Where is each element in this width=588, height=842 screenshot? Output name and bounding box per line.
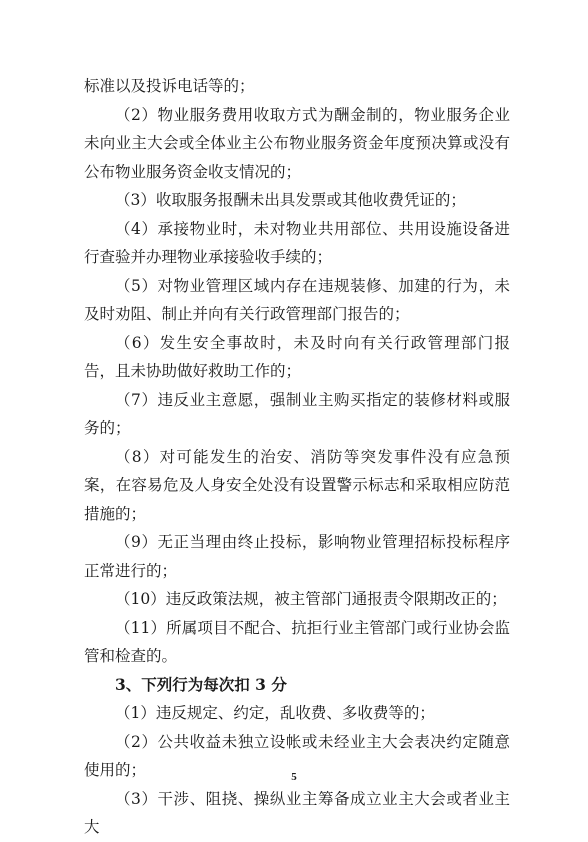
section-clause-1: （1）违反规定、约定，乱收费、多收费等的； — [115, 704, 435, 722]
clause-9: （9）无正当理由终止投标，影响物业管理招标投标程序正常进行的； — [84, 533, 510, 580]
page-number: 5 — [291, 771, 297, 783]
clause-4: （4）承接物业时，未对物业共用部位、共用设施设备进行查验并办理物业承接验收手续的； — [84, 219, 510, 266]
clause-5: （5）对物业管理区域内存在违规装修、加建的行为，未及时劝阻、制止并向有关行政管理部门报告的； — [84, 276, 510, 323]
section-clause-3: （3）干涉、阻挠、操纵业主筹备成立业主大会或者业主大 — [84, 789, 510, 836]
clause-10: （10）违反政策法规，被主管部门通报责令限期改正的； — [115, 590, 507, 608]
clause-6: （6）发生安全事故时，未及时向有关行政管理部门报告，且未协助做好救助工作的； — [84, 333, 510, 380]
clause-7: （7）违反业主意愿，强制业主购买指定的装修材料或服务的； — [84, 390, 510, 437]
clause-11: （11）所属项目不配合、抗拒行业主管部门或行业协会监管和检查的。 — [84, 618, 510, 665]
clause-2: （2）物业服务费用收取方式为酬金制的，物业服务企业未向业主大会或全体业主公布物业服务资金年度预决算或没有公布物业服务资金收支情况的； — [84, 105, 510, 181]
paragraph-continuation: 标准以及投诉电话等的； — [84, 77, 255, 95]
document-body — [84, 72, 510, 842]
section-clause-2: （2）公共收益未独立设帐或未经业主大会表决约定随意使用的； — [84, 732, 510, 779]
clause-8: （8）对可能发生的治安、消防等突发事件没有应急预案，在容易危及人身安全处没有设置警示标志和采取相应防范措施的； — [84, 447, 510, 523]
clause-3: （3）收取服务报酬未出具发票或其他收费凭证的； — [115, 191, 466, 209]
section-heading: 3、下列行为每次扣 3 分 — [115, 674, 287, 694]
